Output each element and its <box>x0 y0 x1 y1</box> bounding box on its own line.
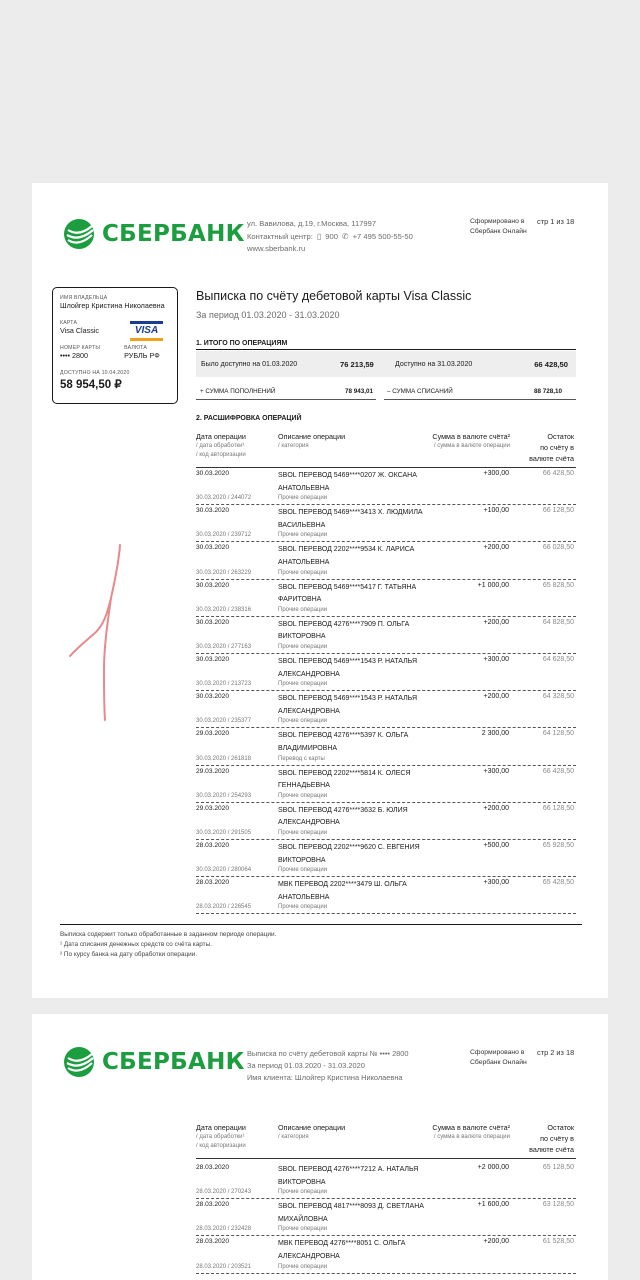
currency-label: ВАЛЮТА <box>124 345 148 351</box>
col-date-header: Дата операции / дата обработки¹ / код авторизации <box>196 432 246 458</box>
operation-category: Прочие операции <box>278 1226 328 1233</box>
operation-row <box>196 582 576 619</box>
operation-date: 28.03.2020 <box>196 879 230 887</box>
operation-description: SBOL ПЕРЕВОД 2202****9620 С. ЕВГЕНИЯ ВИКТОРОВНА <box>278 844 420 864</box>
operation-auth-code: 30.03.2020 / 263229 <box>196 569 252 576</box>
operation-amount: +2 000,00 <box>477 1164 509 1171</box>
statement-page-2 <box>32 1014 608 1280</box>
operation-balance: 65 428,50 <box>542 879 574 887</box>
operation-row <box>196 842 576 879</box>
operation-amount: +300,00 <box>483 879 509 887</box>
operation-date: 30.03.2020 <box>196 544 230 552</box>
row-divider <box>196 541 576 542</box>
operation-amount: +100,00 <box>483 507 509 515</box>
operation-row <box>196 619 576 656</box>
operation-date: 28.03.2020 <box>196 842 230 849</box>
operation-date: 28.03.2020 <box>196 1201 230 1209</box>
statement-period: За период 01.03.2020 - 31.03.2020 <box>196 310 340 320</box>
available-label: ДОСТУПНО НА 10.04.2020 <box>60 370 130 376</box>
operation-auth-code: 30.03.2020 / 280064 <box>196 867 252 874</box>
operation-date: 30.03.2020 <box>196 656 230 663</box>
row-divider <box>196 1273 576 1274</box>
row-divider <box>196 913 576 914</box>
operation-amount: +200,00 <box>483 1238 509 1246</box>
operation-auth-code: 30.03.2020 / 291505 <box>196 829 252 836</box>
operation-category: Прочие операции <box>278 532 328 539</box>
balance-row <box>196 351 576 377</box>
operation-row <box>196 730 576 767</box>
summary-section-title: 1. ИТОГО ПО ОПЕРАЦИЯМ <box>196 340 288 347</box>
operation-balance: 64 828,50 <box>542 618 574 626</box>
operation-description: SBOL ПЕРЕВОД 5469****5417 Г. ТАТЬЯНА ФАРИТОВНА <box>278 583 417 604</box>
operation-date: 30.03.2020 <box>196 581 230 589</box>
page-number: стр 2 из 18 <box>537 1048 575 1057</box>
available-amount: 58 954,50 ₽ <box>60 379 122 391</box>
operation-amount: +300,00 <box>483 767 509 775</box>
operation-amount: +500,00 <box>483 842 509 849</box>
card-number: •••• 2800 <box>60 351 89 360</box>
footnotes: Выписка содержит только обработанные в заданном периоде операции. ¹ Дата списания денежных средств со счёта карты. ² По курсу банка на дату обработки операции. <box>60 931 277 958</box>
operation-date: 30.03.2020 <box>196 618 230 626</box>
operation-auth-code: 28.03.2020 / 226545 <box>196 904 252 911</box>
debits-underline <box>384 399 576 400</box>
bank-contacts <box>247 218 413 256</box>
operation-date: 30.03.2020 <box>196 693 230 701</box>
row-divider <box>196 839 576 840</box>
start-balance-label: Было доступно на 01.03.2020 <box>201 360 298 368</box>
operation-date: 28.03.2020 <box>196 1238 230 1246</box>
operation-category: Прочие операции <box>278 606 328 613</box>
operation-auth-code: 30.03.2020 / 235377 <box>196 718 252 725</box>
operation-balance: 66 128,50 <box>542 507 574 515</box>
operation-balance: 64 328,50 <box>542 693 574 701</box>
row-divider <box>196 765 576 766</box>
operation-description: SBOL ПЕРЕВОД 5469****1543 Р. НАТАЛЬЯ АЛЕКСАНДРОВНА <box>278 658 418 678</box>
operation-balance: 66 428,50 <box>542 470 574 477</box>
operation-auth-code: 30.03.2020 / 238316 <box>196 606 252 613</box>
formed-in: Сформировано в Сбербанк Онлайн <box>470 218 527 235</box>
contact-short: 900 <box>325 231 338 241</box>
row-divider <box>196 802 576 803</box>
operation-auth-code: 28.03.2020 / 270243 <box>196 1189 252 1196</box>
handwritten-scribble <box>62 540 132 725</box>
bank-name: СБЕРБАНК <box>102 221 245 247</box>
footer-divider <box>60 924 582 925</box>
operation-balance: 63 128,50 <box>542 1201 574 1209</box>
operation-category: Прочие операции <box>278 829 328 836</box>
formed-in: Сформировано в Сбербанк Онлайн <box>470 1049 527 1066</box>
operation-auth-code: 30.03.2020 / 261818 <box>196 755 252 762</box>
operation-balance: 66 128,50 <box>542 804 574 812</box>
bank-name: СБЕРБАНК <box>102 1049 245 1075</box>
sberbank-logo <box>62 216 245 252</box>
operation-date: 29.03.2020 <box>196 804 230 812</box>
operation-row <box>196 879 576 916</box>
row-divider <box>196 579 576 580</box>
operation-category: Прочие операции <box>278 792 328 799</box>
row-divider <box>196 1198 576 1199</box>
operation-amount: +200,00 <box>483 618 509 626</box>
operation-amount: +300,00 <box>483 656 509 663</box>
operation-balance: 64 628,50 <box>542 656 574 663</box>
card-number-label: НОМЕР КАРТЫ <box>60 345 101 351</box>
operation-row <box>196 1201 576 1238</box>
contact-label: Контактный центр: <box>247 231 313 241</box>
operation-row <box>196 1238 576 1275</box>
operation-amount: 2 300,00 <box>481 730 509 738</box>
operation-amount: +300,00 <box>483 470 509 477</box>
operation-category: Прочие операции <box>278 904 328 911</box>
holder-name: Шлойгер Кристина Николаевна <box>60 301 165 310</box>
operation-row <box>196 768 576 805</box>
row-divider <box>196 690 576 691</box>
operation-auth-code: 30.03.2020 / 254293 <box>196 792 252 799</box>
topups-value: 78 943,01 <box>345 388 374 395</box>
col-rest-header: Остаток по счёту в валюте счёта <box>529 432 574 463</box>
card-info-box <box>52 287 178 404</box>
operation-row <box>196 1164 576 1201</box>
row-divider <box>196 727 576 728</box>
col-rest-header: Остаток по счёту в валюте счёта <box>529 1123 574 1154</box>
operation-balance: 66 428,50 <box>542 767 574 775</box>
col-date-header: Дата операции / дата обработки¹ / код авторизации <box>196 1123 246 1149</box>
debits-value: 88 728,10 <box>534 388 563 395</box>
row-divider <box>196 653 576 654</box>
operation-date: 30.03.2020 <box>196 507 230 515</box>
page-number: стр 1 из 18 <box>537 217 575 226</box>
operation-row <box>196 656 576 693</box>
operation-category: Прочие операции <box>278 643 328 650</box>
operation-auth-code: 28.03.2020 / 232428 <box>196 1226 252 1233</box>
operation-auth-code: 30.03.2020 / 277163 <box>196 643 252 650</box>
operation-row <box>196 507 576 544</box>
operation-row <box>196 470 576 507</box>
operation-description: МВК ПЕРЕВОД 4276****8051 С. ОЛЬГА АЛЕКСАНДРОВНА <box>278 1240 406 1260</box>
operation-category: Прочие операции <box>278 569 328 576</box>
operation-row <box>196 544 576 581</box>
row-divider <box>196 1235 576 1236</box>
bank-address: ул. Вавилова, д.19, г.Москва, 117997 <box>247 219 377 228</box>
operation-amount: +200,00 <box>483 544 509 552</box>
operation-category: Прочие операции <box>278 718 328 725</box>
operation-category: Прочие операции <box>278 1263 328 1270</box>
table-header-divider <box>196 467 576 468</box>
page2-statement-info: Выписка по счёту дебетовой карты № •••• 2800 За период 01.03.2020 - 31.03.2020 Имя клиента: Шлойгер Кристина Николаевна <box>247 1049 409 1082</box>
operation-description: SBOL ПЕРЕВОД 5469****1543 Р. НАТАЛЬЯ АЛЕКСАНДРОВНА <box>278 695 418 715</box>
operation-row <box>196 805 576 842</box>
card-label: КАРТА <box>60 320 78 326</box>
operation-description: SBOL ПЕРЕВОД 4276****3632 Б. ЮЛИЯ АЛЕКСАНДРОВНА <box>278 806 408 827</box>
details-section-title: 2. РАСШИФРОВКА ОПЕРАЦИЙ <box>196 415 302 422</box>
operation-description: SBOL ПЕРЕВОД 5469****0207 Ж. ОКСАНА АНАТОЛЬЕВНА <box>278 472 417 492</box>
holder-label: ИМЯ ВЛАДЕЛЬЦА <box>60 295 108 301</box>
mobile-phone-icon: ▯ <box>316 231 322 241</box>
debits-label: – СУММА СПИСАНИЙ <box>387 388 453 395</box>
end-balance-label: Доступно на 31.03.2020 <box>395 360 473 368</box>
operation-date: 28.03.2020 <box>196 1164 230 1171</box>
operation-balance: 61 528,50 <box>542 1238 574 1246</box>
operation-amount: +1 000,00 <box>477 581 509 589</box>
operation-balance: 64 128,50 <box>542 730 574 738</box>
row-divider <box>196 616 576 617</box>
statement-title: Выписка по счёту дебетовой карты Visa Classic <box>196 289 472 303</box>
operation-category: Прочие операции <box>278 681 328 688</box>
row-divider <box>196 504 576 505</box>
table-header-divider <box>196 1158 576 1159</box>
operation-balance: 65 128,50 <box>542 1164 574 1171</box>
operation-date: 29.03.2020 <box>196 730 230 738</box>
visa-logo: VISA <box>130 321 163 341</box>
operation-category: Прочие операции <box>278 867 328 874</box>
operation-date: 29.03.2020 <box>196 767 230 775</box>
operation-description: МВК ПЕРЕВОД 2202****3479 Ш. ОЛЬГА АНАТОЛЬЕВНА <box>278 881 407 901</box>
sberbank-logo-icon <box>62 1045 96 1079</box>
sberbank-logo-icon <box>62 217 96 251</box>
sberbank-logo <box>62 1044 245 1080</box>
row-divider <box>196 876 576 877</box>
operation-auth-code: 30.03.2020 / 213723 <box>196 681 252 688</box>
currency: РУБЛЬ РФ <box>124 351 160 360</box>
operation-balance: 66 028,50 <box>542 544 574 552</box>
operation-description: SBOL ПЕРЕВОД 4817****8093 Д. СВЕТЛАНА МИХАЙЛОВНА <box>278 1203 424 1223</box>
topups-label: + СУММА ПОПОЛНЕНИЙ <box>200 388 276 395</box>
operation-auth-code: 30.03.2020 / 244072 <box>196 495 252 502</box>
operation-description: SBOL ПЕРЕВОД 2202****9534 К. ЛАРИСА АНАТОЛЬЕВНА <box>278 546 415 566</box>
operation-description: SBOL ПЕРЕВОД 4276****7909 П. ОЛЬГА ВИКТОРОВНА <box>278 620 410 641</box>
start-balance-value: 76 213,59 <box>340 359 374 369</box>
card-type: Visa Classic <box>60 326 100 335</box>
col-amount-header: Сумма в валюте счёта² / сумма в валюте операции <box>432 432 510 449</box>
operation-row <box>196 693 576 730</box>
operation-balance: 65 928,50 <box>542 842 574 849</box>
operation-category: Прочие операции <box>278 495 328 502</box>
operation-description: SBOL ПЕРЕВОД 4276****7212 А. НАТАЛЬЯ ВИКТОРОВНА <box>278 1166 419 1186</box>
operation-description: SBOL ПЕРЕВОД 4276****5397 К. ОЛЬГА ВЛАДИМИРОВНА <box>278 732 409 752</box>
operation-amount: +200,00 <box>483 693 509 701</box>
operation-auth-code: 30.03.2020 / 239712 <box>196 532 252 539</box>
topups-underline <box>196 399 376 400</box>
col-desc-header: Описание операции / категория <box>278 1123 346 1140</box>
operation-category: Перевод с карты <box>278 755 325 762</box>
contact-phone: +7 495 500-55-50 <box>352 231 413 241</box>
operation-description: SBOL ПЕРЕВОД 2202****5814 К. ОЛЕСЯ ГЕННАДЬЕВНА <box>278 769 411 790</box>
end-balance-value: 66 428,50 <box>534 359 568 369</box>
operation-category: Прочие операции <box>278 1189 328 1196</box>
bank-site[interactable]: www.sberbank.ru <box>247 244 306 253</box>
operation-amount: +200,00 <box>483 804 509 812</box>
operation-auth-code: 28.03.2020 / 203521 <box>196 1263 252 1270</box>
operation-description: SBOL ПЕРЕВОД 5469****3413 Х. ЛЮДМИЛА ВАСИЛЬЕВНА <box>278 509 423 529</box>
col-amount-header: Сумма в валюте счёта² / сумма в валюте операции <box>432 1123 510 1140</box>
operation-balance: 65 828,50 <box>542 581 574 589</box>
operation-date: 30.03.2020 <box>196 470 230 477</box>
phone-icon: ✆ <box>341 231 349 241</box>
col-desc-header: Описание операции / категория <box>278 432 346 449</box>
operation-amount: +1 600,00 <box>477 1201 509 1209</box>
